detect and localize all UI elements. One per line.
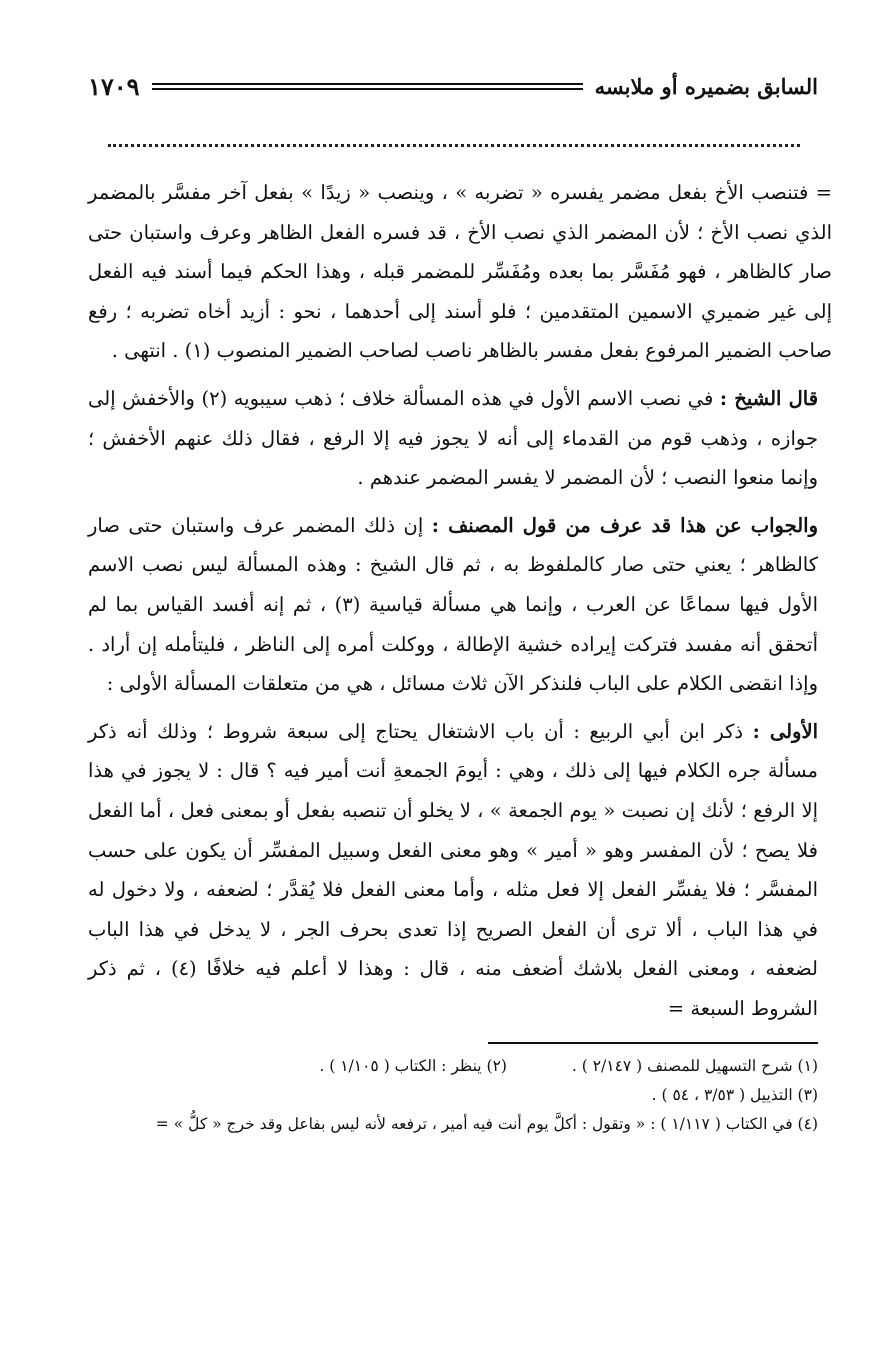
footnote-3: (٣) التذييل ( ٣/٥٣ ، ٥٤ ) . [651, 1086, 818, 1105]
page-number: ١٧٠٩ [88, 71, 140, 101]
paragraph [88, 173, 832, 371]
book-page [88, 60, 832, 1139]
dotted-separator [108, 144, 800, 147]
footnotes [88, 1052, 818, 1139]
paragraph [88, 506, 818, 704]
main-text [88, 173, 832, 1028]
footnote-4: (٤) في الكتاب ( ١/١١٧ ) : « وتقول : أكلَّ يوم أنت فيه أمير ، ترفعه لأنه ليس بفاعل وقد خرج « كلُّ » = [155, 1115, 818, 1134]
paragraph-lead: والجواب عن هذا قد عرف من قول المصنف : [431, 513, 818, 537]
header-title: السابق بضميره أو ملابسه [594, 73, 818, 99]
paragraph-lead: قال الشيخ : [719, 386, 819, 410]
footnote-2: (٢) ينظر : الكتاب ( ١/١٠٥ ) . [319, 1057, 507, 1076]
paragraph [88, 712, 818, 1029]
paragraph [88, 379, 818, 498]
running-header [88, 60, 818, 112]
paragraph-text: ذكر ابن أبي الربيع : أن باب الاشتغال يحتاج إلى سبعة شروط ؛ وذلك أنه ذكر مسألة جره الكلام فيها إلى ذلك ، وهي : أيومَ الجمعةِ أنت أمير فيه ؟ قال : لا يجوز في هذا إلا الرفع ؛ لأنك إن نصبت « يوم الجمعة » ، لا يخلو أن تنصبه بفعل أو بمعنى فعل ، أما الفعل فلا يصح ؛ لأن المفسر وهو « أمير » وهو معنى الفعل وسبيل المفسِّر أن يكون على حسب المفسَّر ؛ فلا يفسِّر الفعل إلا فعل مثله ، وأما معنى الفعل فلا يُقدَّر ؛ لضعفه ، ولا دخول له في هذا الباب ، ألا ترى أن الفعل الصريح إذا تعدى بحرف الجر ، لا يدخل في هذا الباب لضعفه ، ومعنى الفعل بلاشك أضعف منه ، قال : وهذا لا أعلم فيه خلافًا (٤) ، ثم ذكر الشروط السبعة = [88, 719, 818, 1020]
paragraph-text: = فتنصب الأخ بفعل مضمر يفسره « تضربه » ، وينصب « زيدًا » بفعل آخر مفسَّر بالمضمر الذي نصب الأخ ؛ لأن المضمر الذي نصب الأخ ، قد فسره الفعل الظاهر وعرف واستبان حتى صار كالظاهر ، فهو مُفَسَّر بما بعده ومُفَسِّر للمضمر قبله ، وهذا الحكم فيما أسند فيه الفعل إلى غير ضميري الاسمين المتقدمين ؛ فلو أسند إلى أحدهما ، نحو : أزيد أخاه تضربه ؛ رفع صاحب الضمير المرفوع بفعل مفسر بالظاهر ناصب لصاحب الضمير المنصوب (١) . انتهى . [88, 181, 832, 363]
header-rule [152, 83, 583, 90]
footnote-rule [488, 1042, 818, 1052]
paragraph-lead: الأولى : [752, 719, 819, 743]
footnote-row [88, 1052, 818, 1081]
paragraph-text: إن ذلك المضمر عرف واستبان حتى صار كالظاهر ؛ يعني حتى صار كالملفوظ به ، ثم قال الشيخ : وهذه المسألة ليس نصب الاسم الأول فيها سماعًا عن العرب ، وإنما هي مسألة قياسية (٣) ، ثم إنه أفسد القياس بما لم أتحقق أنه مفسد فتركت إيراده خشية الإطالة ، ووكلت أمره إلى الناظر ، فليتأمله إن أراد . وإذا انقضى الكلام على الباب فلنذكر الآن ثلاث مسائل ، هي من متعلقات المسألة الأولى : [88, 513, 819, 696]
footnote-1: (١) شرح التسهيل للمصنف ( ٢/١٤٧ ) . [571, 1057, 818, 1076]
paragraph-text: في نصب الاسم الأول في هذه المسألة خلاف ؛ ذهب سيبويه (٢) والأخفش إلى جوازه ، وذهب قوم من القدماء إلى أنه لا يجوز فيه إلا الرفع ، فقال ذلك عنهم الأخفش ؛ وإنما منعوا النصب ؛ لأن المضمر لا يفسر المضمر عندهم . [88, 386, 818, 490]
